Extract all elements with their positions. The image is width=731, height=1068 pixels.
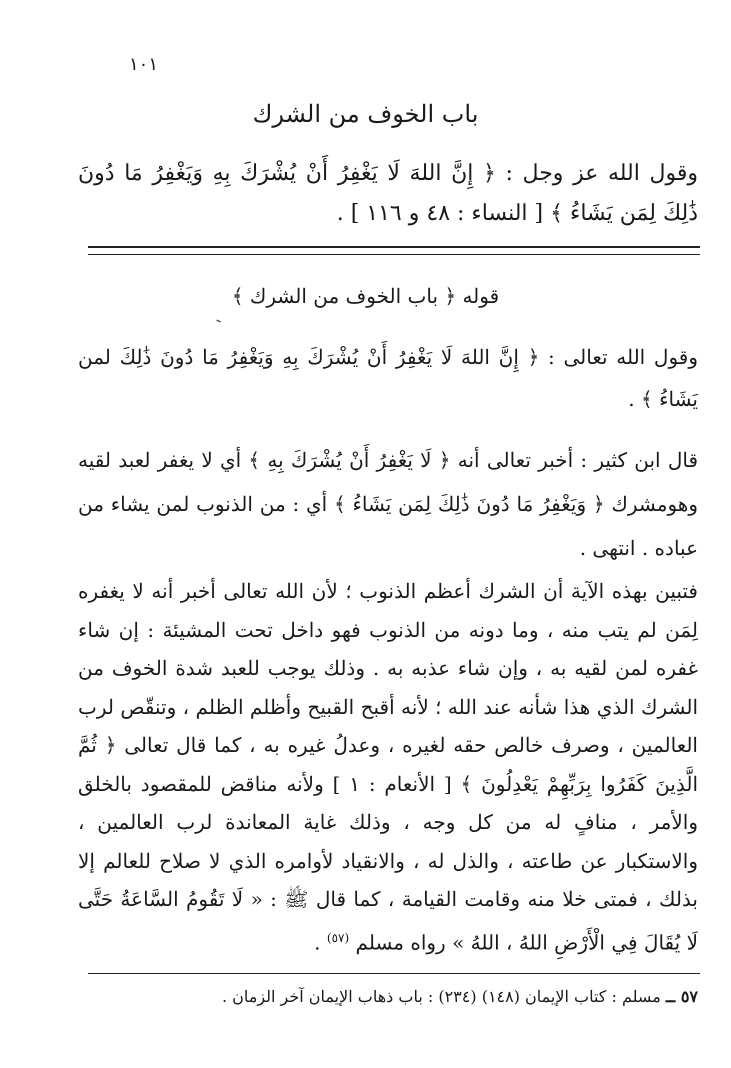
chapter-title: باب الخوف من الشرك xyxy=(252,100,479,128)
verse-repeat: وقول الله تعالى : ﴿ إِنَّ اللهَ لَا يَغْفِرُ أَنْ يُشْرَكَ بِهِ وَيَغْفِرُ مَا دُونَ ذَٰلِكَ لمن يَشَاءُ ﴾ . xyxy=(78,345,698,411)
footnote-text: مسلم : كتاب الإيمان (١٤٨) (٢٣٤) : باب ذهاب الإيمان آخر الزمان . xyxy=(221,987,666,1006)
ibn-kathir-quote: قال ابن كثير : أخبر تعالى أنه ﴿ لَا يَغْفِرُ أَنْ يُشْرَكَ بِهِ ﴾ أي لا يغفر لعبد لقيه وهومشرك ﴿ وَيَغْفِرُ مَا دُونَ ذَٰلِكَ لِمَن يَشَاءُ ﴾ أي : من الذنوب لمن يشاء من عباده . انتهى . xyxy=(78,448,698,560)
footnote xyxy=(78,982,698,1012)
footnote-number: ٥٧ ــ xyxy=(665,987,698,1006)
footnote-reference: (٥٧) xyxy=(326,930,350,945)
sharh-heading: قوله ﴿ باب الخوف من الشرك ﴾ xyxy=(231,284,500,308)
stray-mark: ـ xyxy=(214,309,226,327)
footnote-divider xyxy=(88,973,700,974)
main-paragraph-end: . xyxy=(314,930,327,955)
page-number: ١٠١ xyxy=(128,54,158,75)
double-divider xyxy=(88,246,700,255)
main-paragraph xyxy=(78,572,698,962)
main-paragraph-text: فتبين بهذه الآية أن الشرك أعظم الذنوب ؛ لأن الله تعالى أخبر أنه لا يغفره لِمَن لم يتب منه ، وما دونه من الذنوب فهو داخل تحت المشيئة : إن شاء غفره لمن لقيه به ، وإن شاء عذبه به . وذلك يوجب للعبد شدة الخوف من الشرك الذي هذا شأنه عند الله ؛ لأنه أقبح القبيح وأظلم الظلم ، وتنقّص لرب العالمين ، وصرف خالص حقه لغيره ، وعدلُ غيره به ، كما قال تعالى ﴿ ثُمَّ الَّذِينَ كَفَرُوا بِرَبِّهِمْ يَعْدِلُونَ ﴾ [ الأنعام : ١ ] ولأنه مناقض للمقصود بالخلق والأمر ، منافٍ له من كل وجه ، وذلك غاية المعاندة لرب العالمين ، والاستكبار عن طاعته ، والذل له ، والانقياد لأوامره الذي لا صلاح للعالم إلا بذلك ، فمتى خلا منه وقامت القيامة ، كما قال ﷺ : « لَا تَقُومُ السَّاعَةُ حَتَّى لَا يُقَالَ فِي الْأَرْضِ اللهُ ، اللهُ » رواه مسلم xyxy=(78,579,699,955)
matn-text: وقول الله عز وجل : ﴿ إِنَّ اللهَ لَا يَغْفِرُ أَنْ يُشْرَكَ بِهِ وَيَغْفِرُ مَا دُونَ ذَٰلِكَ لِمَن يَشَاءُ ﴾ [ النساء : ٤٨ و ١١٦ ] . xyxy=(78,161,698,226)
